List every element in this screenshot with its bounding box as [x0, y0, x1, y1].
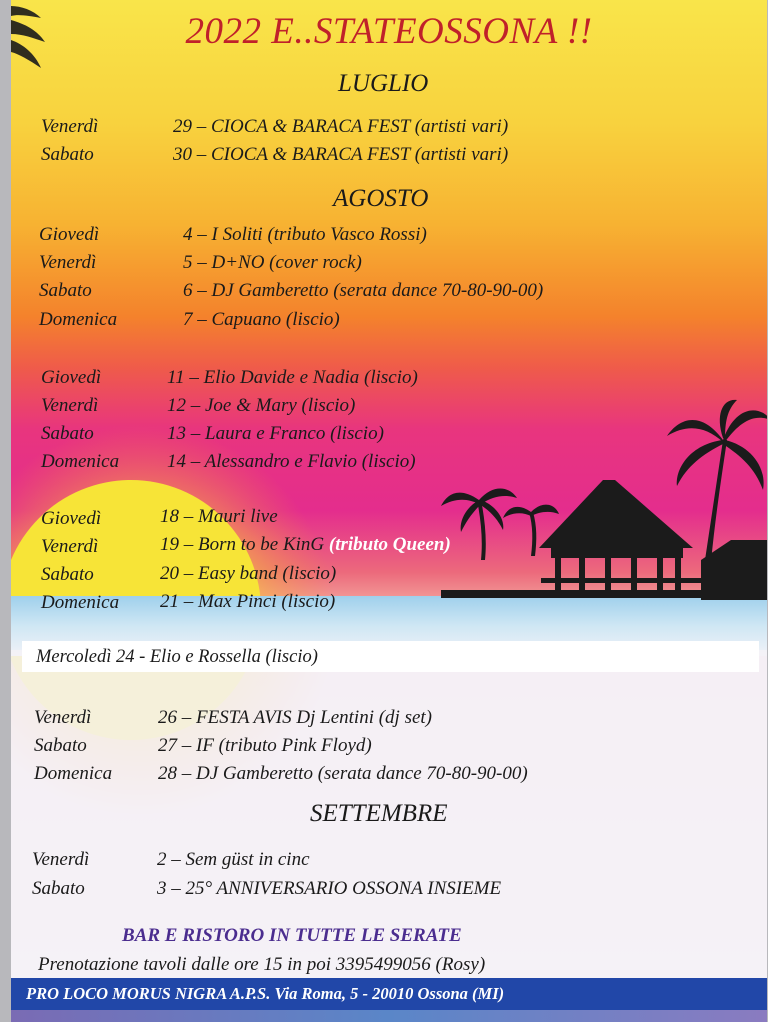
- event-text: 13 – Laura e Franco (liscio): [167, 423, 384, 444]
- event-text: 4 – I Soliti (tributo Vasco Rossi): [183, 224, 427, 245]
- month-heading-settembre: SETTEMBRE: [310, 800, 448, 827]
- reservation-info: Prenotazione tavoli dalle ore 15 in poi 3395499056 (Rosy): [38, 954, 486, 975]
- day-label: Venerdì: [32, 849, 90, 870]
- event-text-mercoledi: Mercoledì 24 - Elio e Rossella (liscio): [36, 647, 318, 667]
- poster-title: 2022 E..STATEOSSONA !!: [185, 11, 593, 52]
- day-label: Giovedì: [41, 508, 102, 529]
- event-text-highlight: (tributo Queen): [328, 534, 451, 555]
- day-label: Venerdì: [34, 707, 92, 728]
- day-label: Sabato: [41, 144, 94, 165]
- day-label: Venerdì: [41, 116, 99, 137]
- event-text: 18 – Mauri live: [160, 506, 278, 527]
- event-text: 28 – DJ Gamberetto (serata dance 70-80-90-00): [158, 763, 528, 784]
- event-text: 11 – Elio Davide e Nadia (liscio): [167, 367, 418, 388]
- event-text: 12 – Joe & Mary (liscio): [167, 395, 356, 416]
- event-text: 6 – DJ Gamberetto (serata dance 70-80-90-00): [183, 280, 544, 301]
- event-text: [160, 534, 451, 556]
- event-text: 21 – Max Pinci (liscio): [160, 591, 336, 612]
- event-text: 5 – D+NO (cover rock): [183, 252, 362, 273]
- month-heading-luglio: LUGLIO: [338, 70, 429, 97]
- day-label: Giovedì: [41, 367, 102, 388]
- event-text: 26 – FESTA AVIS Dj Lentini (dj set): [158, 707, 433, 728]
- event-text: 20 – Easy band (liscio): [160, 563, 337, 584]
- footer-address: PRO LOCO MORUS NIGRA A.P.S. Via Roma, 5 - 20010 Ossona (MI): [26, 984, 505, 1003]
- day-label: Sabato: [41, 564, 94, 585]
- event-text: 3 – 25° ANNIVERSARIO OSSONA INSIEME: [157, 878, 502, 899]
- day-label: Sabato: [32, 878, 85, 899]
- day-label: Domenica: [34, 763, 113, 784]
- event-text: 7 – Capuano (liscio): [183, 309, 340, 330]
- bar-ristoro-notice: BAR E RISTORO IN TUTTE LE SERATE: [122, 925, 462, 946]
- day-label: Giovedì: [39, 224, 100, 245]
- day-label: Venerdì: [39, 252, 97, 273]
- day-label: Domenica: [39, 309, 118, 330]
- event-text: 14 – Alessandro e Flavio (liscio): [167, 451, 416, 472]
- event-text: 29 – CIOCA & BARACA FEST (artisti vari): [173, 116, 509, 137]
- day-label: Venerdì: [41, 395, 99, 416]
- day-label: Venerdì: [41, 536, 99, 557]
- day-label: Sabato: [39, 280, 92, 301]
- day-label: Domenica: [41, 451, 120, 472]
- event-text-main: 19 – Born to be KinG: [160, 534, 325, 555]
- footer-bottom-strip: [11, 1010, 767, 1022]
- event-text: 2 – Sem güst in cinc: [157, 849, 310, 870]
- day-label: Sabato: [41, 423, 94, 444]
- day-label: Domenica: [41, 592, 120, 613]
- event-text: 27 – IF (tributo Pink Floyd): [158, 735, 372, 756]
- summer-events-poster: [11, 0, 767, 1022]
- month-heading-agosto: AGOSTO: [333, 185, 429, 212]
- event-text: 30 – CIOCA & BARACA FEST (artisti vari): [173, 144, 509, 165]
- day-label: Sabato: [34, 735, 87, 756]
